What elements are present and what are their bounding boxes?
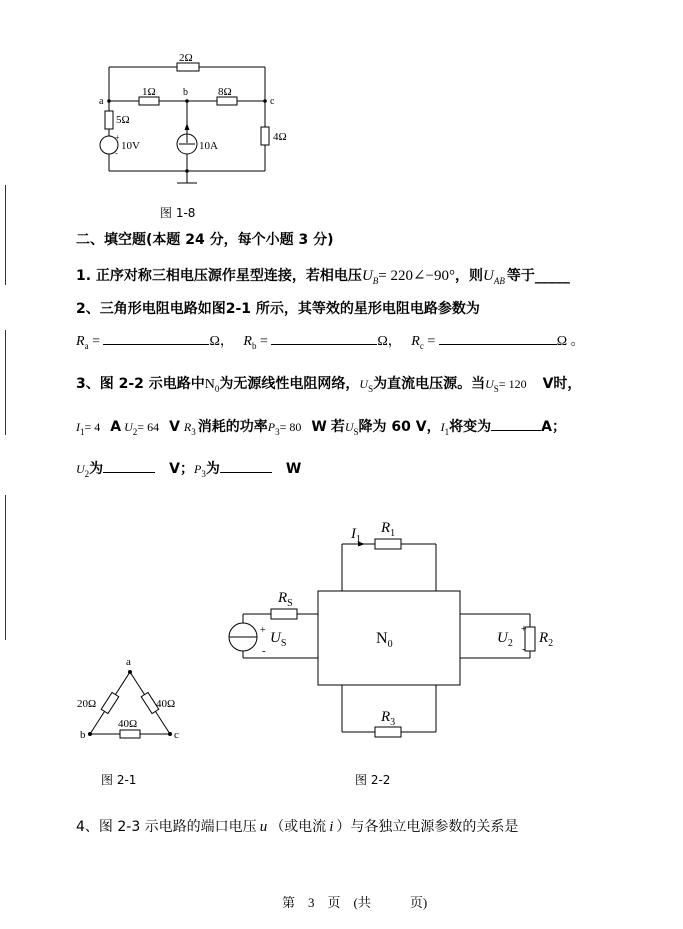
u2-minus: - bbox=[522, 643, 526, 655]
q2-rc-blank[interactable] bbox=[439, 332, 557, 345]
question-2-answers bbox=[76, 330, 585, 351]
figure-1-8-caption: 图 1-8 bbox=[160, 206, 196, 220]
label-8ohm: 8Ω bbox=[218, 86, 232, 98]
label-r1-sub: 1 bbox=[390, 528, 396, 539]
node-a-dot bbox=[107, 99, 111, 103]
section-heading: 二、填空题(本题 24 分，每个小题 3 分) bbox=[76, 232, 334, 248]
q3-line2-c: 降为 60 V， bbox=[358, 419, 441, 435]
q3-i1b-sub: 1 bbox=[444, 426, 450, 437]
q4-text-c: ）与各独立电源参数的关系是 bbox=[336, 819, 519, 835]
us-plus: + bbox=[260, 625, 266, 636]
q3-i1-blank[interactable] bbox=[491, 418, 541, 431]
q2-rb-label: R bbox=[243, 334, 252, 349]
label-1ohm: 1Ω bbox=[142, 86, 156, 98]
q3-u2-val: = 64 bbox=[137, 420, 160, 434]
q3-r3-sub: 3 bbox=[191, 426, 196, 437]
q3-line2-d: 将变为 bbox=[449, 419, 492, 435]
q3-v-unit: V bbox=[169, 419, 180, 435]
q1-text-a: 1. 正序对称三相电压源作星型连接，若相电压 bbox=[76, 268, 362, 284]
delta-label-20ohm: 20Ω bbox=[77, 698, 97, 710]
label-r1-main: R bbox=[381, 520, 391, 536]
delta-resistor-bc bbox=[120, 730, 140, 738]
q4-i: i bbox=[329, 819, 334, 835]
question-4 bbox=[76, 816, 518, 836]
q1-math-expr: = 220∠−90° bbox=[378, 268, 456, 284]
delta-label-40ohm-bc: 40Ω bbox=[118, 718, 138, 730]
label-rs-sub: S bbox=[287, 598, 293, 609]
q1-text-b: ，则 bbox=[455, 268, 484, 284]
q3-i1-val: = 4 bbox=[84, 420, 101, 434]
figure-2-2-caption: 图 2-2 bbox=[355, 773, 391, 787]
q1-blank[interactable]: _____ bbox=[534, 268, 570, 284]
q3-line3-c: 为 bbox=[205, 461, 220, 477]
q4-text-b: （或电流 bbox=[270, 819, 327, 835]
label-us-main: U bbox=[270, 630, 281, 646]
q3-line2-e: A； bbox=[541, 419, 566, 435]
q3-i1-sub: 1 bbox=[80, 426, 85, 437]
q1-math-sub-ab: AB bbox=[493, 275, 505, 286]
label-rs bbox=[277, 590, 293, 609]
margin-bar-lower bbox=[5, 495, 6, 640]
q3-us3-sub: S bbox=[353, 426, 359, 437]
question-2: 2、三角形电阻电路如图2-1 所示，其等效的星形电阻电路参数为 bbox=[76, 301, 480, 317]
q3-us2-sub: S bbox=[493, 383, 499, 394]
question-3-line-1 bbox=[76, 373, 581, 394]
q3-u2b: U bbox=[76, 462, 85, 476]
label-u2-main: U bbox=[497, 630, 508, 646]
label-u2 bbox=[497, 630, 513, 649]
q3-us: U bbox=[359, 377, 369, 391]
q3-line1-c: 为直流电压源。当 bbox=[373, 376, 486, 392]
figure-2-1-delta bbox=[70, 652, 200, 752]
q3-n0: N bbox=[204, 377, 215, 392]
q2-ra-sub: a bbox=[84, 340, 89, 351]
q3-n0-sub: 0 bbox=[214, 383, 220, 394]
q2-rc-sub: c bbox=[419, 340, 424, 351]
q2-rb-sub: b bbox=[251, 340, 257, 351]
node-c-dot bbox=[263, 99, 267, 103]
q3-line1-a: 3、图 2-2 示电路中 bbox=[76, 376, 205, 392]
q3-a-unit: A bbox=[110, 419, 122, 435]
q3-p3-val: = 80 bbox=[279, 420, 302, 434]
q3-p3-blank[interactable] bbox=[220, 460, 272, 473]
q3-i1: I bbox=[76, 420, 80, 434]
label-node-b: b bbox=[183, 87, 188, 98]
q3-p3b: P bbox=[194, 462, 202, 476]
label-r3-main: R bbox=[381, 709, 391, 725]
q3-line3-d: W bbox=[285, 461, 302, 477]
q3-w-unit: W bbox=[311, 419, 327, 435]
delta-node-b bbox=[88, 732, 92, 736]
q3-line1-b: 为无源线性电阻网络， bbox=[219, 376, 360, 392]
q1-math-u2: U bbox=[483, 268, 494, 284]
q3-u2b-sub: 2 bbox=[84, 468, 90, 479]
label-10v: 10V bbox=[121, 140, 140, 152]
delta-label-b: b bbox=[80, 729, 86, 741]
q3-us2: U bbox=[485, 377, 494, 391]
q2-rb-unit: Ω， bbox=[377, 334, 402, 349]
delta-node-a bbox=[128, 670, 132, 674]
n0-box bbox=[318, 591, 460, 685]
label-rs-main: R bbox=[278, 590, 288, 606]
q3-u2-blank[interactable] bbox=[103, 460, 155, 473]
label-u2-sub: 2 bbox=[507, 638, 513, 649]
q3-us-val: = 120 bbox=[498, 377, 527, 391]
label-r3 bbox=[380, 709, 395, 728]
delta-label-c: c bbox=[174, 729, 179, 741]
node-b-dot bbox=[185, 99, 189, 103]
q3-line1-d: V时， bbox=[542, 376, 582, 392]
question-1 bbox=[76, 265, 570, 286]
q3-us3: U bbox=[344, 420, 354, 434]
label-r2 bbox=[538, 630, 553, 649]
question-3-line-2 bbox=[76, 416, 566, 437]
q1-math-sub-b: B bbox=[372, 275, 379, 286]
label-2ohm: 2Ω bbox=[179, 52, 193, 64]
q3-line3-b: V； bbox=[169, 461, 195, 477]
label-n0 bbox=[376, 630, 393, 650]
q4-u: u bbox=[259, 819, 268, 835]
margin-bar-top bbox=[5, 185, 6, 285]
q3-r3: R bbox=[183, 420, 192, 434]
q2-ra-eq: = bbox=[92, 334, 100, 349]
us-minus: - bbox=[262, 645, 266, 657]
page-footer: 第 3 页 (共 页) bbox=[282, 895, 428, 910]
label-r2-main: R bbox=[539, 630, 549, 646]
label-i1-sub: 1 bbox=[356, 534, 361, 545]
q2-rc-unit: Ω 。 bbox=[556, 334, 585, 349]
question-3-line-3 bbox=[76, 458, 301, 479]
label-n0-sub: 0 bbox=[387, 639, 393, 650]
figure-1-8-circuit bbox=[95, 45, 285, 195]
delta-node-c bbox=[168, 732, 172, 736]
delta-label-a: a bbox=[126, 656, 131, 668]
label-node-c: c bbox=[270, 96, 275, 107]
vs-plus: + bbox=[115, 133, 120, 142]
q3-line3-a: 为 bbox=[89, 461, 104, 477]
u2-plus: + bbox=[521, 624, 527, 635]
q1-text-c: 等于 bbox=[506, 268, 535, 284]
q4-text-a: 4、图 2-3 示电路的端口电压 bbox=[76, 819, 257, 835]
vs-minus: - bbox=[115, 149, 118, 158]
q3-us-sub: S bbox=[368, 383, 374, 394]
q3-line2-b: 若 bbox=[330, 419, 345, 435]
q3-u2: U bbox=[124, 420, 133, 434]
q2-rc-label: R bbox=[411, 334, 420, 349]
label-i1 bbox=[350, 526, 361, 545]
q2-ra-label: R bbox=[76, 334, 85, 349]
q3-i1b: I bbox=[440, 420, 445, 434]
figure-2-1-caption: 图 2-1 bbox=[101, 773, 137, 787]
delta-resistor-ab bbox=[101, 692, 119, 713]
q2-ra-unit: Ω， bbox=[209, 334, 234, 349]
label-us-sub: S bbox=[280, 638, 287, 649]
q2-rc-eq: = bbox=[427, 334, 436, 349]
label-n0-main: N bbox=[376, 630, 388, 647]
label-10a: 10A bbox=[199, 140, 218, 152]
label-r1 bbox=[380, 520, 395, 539]
label-r3-sub: 3 bbox=[390, 717, 396, 728]
q3-line2-a: 消耗的功率 bbox=[197, 419, 268, 435]
label-4ohm: 4Ω bbox=[273, 131, 287, 143]
delta-label-40ohm-ac: 40Ω bbox=[156, 698, 176, 710]
q2-rb-blank[interactable] bbox=[271, 332, 377, 345]
q1-math-u: U bbox=[361, 268, 373, 284]
label-5ohm: 5Ω bbox=[116, 114, 130, 126]
figure-2-2-circuit bbox=[225, 510, 565, 745]
q2-ra-blank[interactable] bbox=[103, 332, 209, 345]
q3-p3: P bbox=[267, 420, 276, 434]
margin-bar-middle bbox=[5, 330, 6, 435]
q2-rb-eq: = bbox=[259, 334, 268, 349]
current-arrow-head bbox=[185, 123, 190, 130]
q3-p3b-sub: 3 bbox=[201, 468, 206, 479]
label-i1-main: I bbox=[351, 526, 356, 542]
label-us bbox=[270, 630, 286, 649]
label-r2-sub: 2 bbox=[548, 638, 554, 649]
ground-dot bbox=[185, 169, 189, 173]
q3-p3-sub: 3 bbox=[275, 426, 280, 437]
q3-u2-sub: 2 bbox=[132, 426, 138, 437]
label-node-a: a bbox=[99, 96, 104, 107]
